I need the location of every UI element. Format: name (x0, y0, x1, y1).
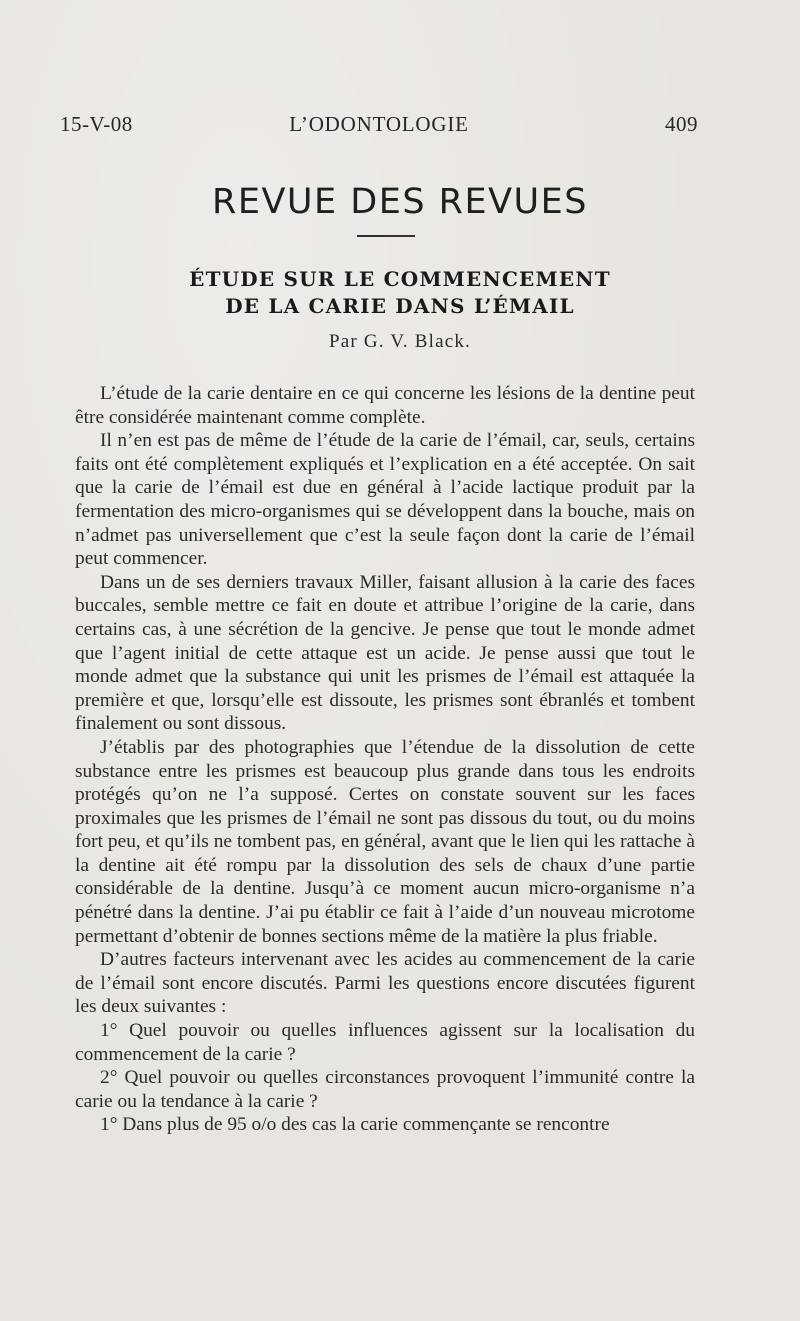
section-title: REVUE DES REVUES (212, 182, 588, 222)
running-head (60, 112, 698, 142)
page-number: 409 (665, 112, 698, 136)
article-title-line-1: ÉTUDE SUR LE COMMENCEMENT (189, 267, 611, 291)
article-byline: Par G. V. Black. (329, 331, 471, 352)
article-title (0, 266, 800, 320)
paragraph: L’étude de la carie dentaire en ce qui concerne les lésions de la dentine peut être considérée maintenant comme complète. (75, 383, 695, 428)
paragraph-question-2: 2° Quel pouvoir ou quelles circonstances provoquent l’immunité contre la carie ou la tendance à la carie ? (75, 1067, 695, 1112)
paragraph: J’établis par des photographies que l’étendue de la dissolution de cette substance entre les prismes est beaucoup plus grande dans tous les endroits protégés qu’on ne l’a supposé. Certes on constate souvent sur les faces proximales que les prismes de l’émail ne sont pas dissous du tout, ou du moins fort peu, et qu’ils ne tombent pas, en général, avant que le lien qui les rattache à la dentine ait été rompu par la dissolution des sels de chaux d’une partie considérable de la dentine. Jusqu’à ce moment aucun micro-organisme n’a pénétré dans la dentine. J’ai pu établir ce fait à l’aide d’un nouveau microtome permettant d’obtenir de bonnes sections même de la matière la plus friable. (75, 736, 695, 947)
paragraph: Dans un de ses derniers travaux Miller, faisant allusion à la carie des faces buccales, semble mettre ce fait en doute et attribue l’origine de la carie, dans certains cas, à une sécrétion de la gencive. Je pense que tout le monde admet que l’agent initial de cette attaque est un acide. Je pense aussi que tout le monde admet que la substance qui unit les prismes de l’émail est attaquée la première et que, lorsqu’elle est dissoute, les prismes sont ébranlés et tombent finalement ou sont dissous. (75, 571, 695, 735)
issue-date: 15-V-08 (60, 112, 133, 136)
journal-name: L’ODONTOLOGIE (289, 112, 469, 136)
article-title-line-2: DE LA CARIE DANS L’ÉMAIL (225, 294, 575, 318)
paragraph-answer-1: 1° Dans plus de 95 o/o des cas la carie commençante se rencontre (100, 1114, 610, 1136)
paragraph-question-1: 1° Quel pouvoir ou quelles influences agissent sur la localisation du commencement de la carie ? (75, 1020, 695, 1065)
article-body (75, 382, 695, 1137)
title-divider (357, 235, 415, 237)
paragraph: Il n’en est pas de même de l’étude de la carie de l’émail, car, seuls, certains faits ont été complètement expliqués et l’explication en a été acceptée. On sait que la carie de l’émail est due en général à l’acide lactique produit par la fermentation des micro-organismes qui se développent dans la bouche, mais on n’admet pas universellement que c’est la seule façon dont la carie de l’émail peut commencer. (75, 430, 695, 570)
paragraph: D’autres facteurs intervenant avec les acides au commencement de la carie de l’émail sont encore discutés. Parmi les questions encore discutées figurent les deux suivantes : (75, 949, 695, 1018)
